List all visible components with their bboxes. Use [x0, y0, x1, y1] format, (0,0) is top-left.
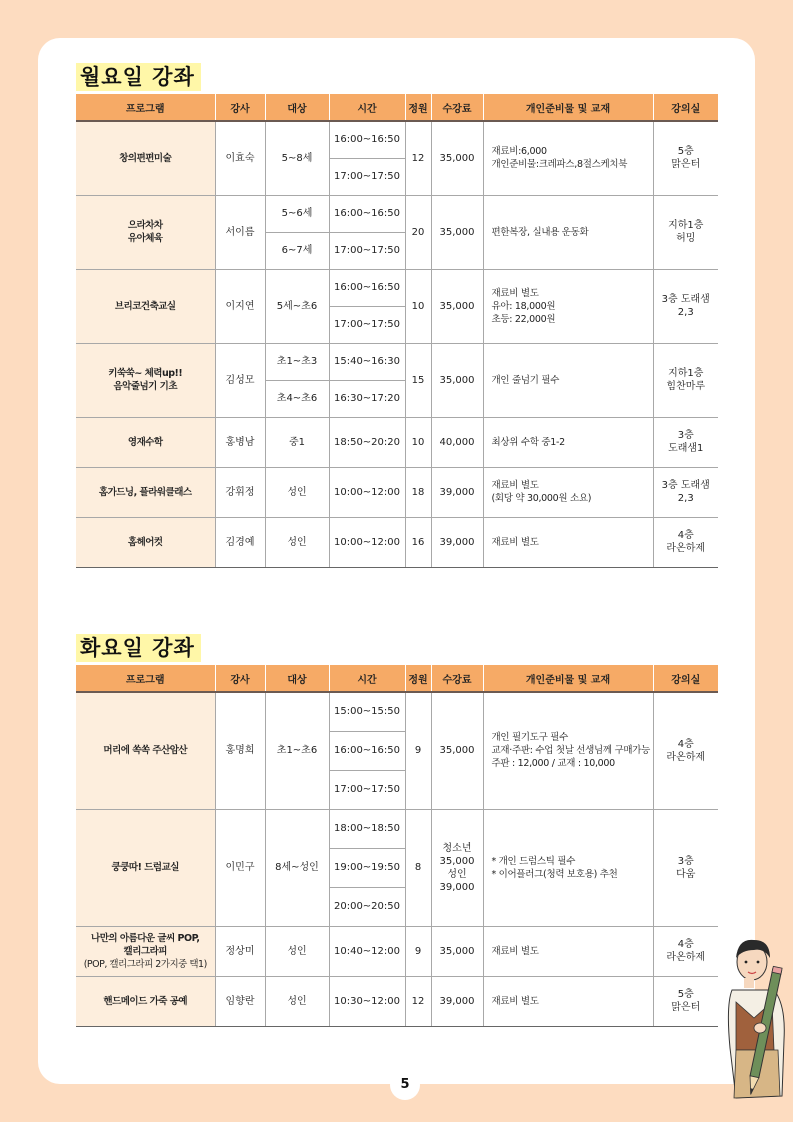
capacity-cell [405, 692, 431, 809]
time-cell [329, 731, 405, 770]
room-line: 4층 [677, 738, 694, 750]
materials-line: (회당 약 30,000원 소요) [491, 493, 592, 504]
time-text: 20:00~20:50 [333, 901, 400, 912]
room-line: 라온하제 [666, 543, 706, 554]
teacher-with-pencil-illustration [714, 930, 793, 1105]
materials-cell [483, 417, 653, 467]
materials-line: 주판 : 12,000 / 교재 : 10,000 [491, 758, 615, 770]
target-cell [265, 417, 329, 467]
time-cell [329, 343, 405, 380]
target-text: 8세~성인 [275, 862, 319, 873]
target-cell [265, 343, 329, 380]
table-row [76, 269, 718, 306]
program-name-line: 창의편편미술 [119, 152, 172, 164]
target-cell [265, 232, 329, 269]
time-cell [329, 232, 405, 269]
capacity-text: 18 [411, 486, 425, 498]
capacity-cell [405, 417, 431, 467]
table-row [76, 926, 718, 976]
room-line: 다움 [676, 868, 696, 880]
materials-cell [483, 195, 653, 269]
teacher-name: 서이름 [225, 226, 255, 238]
column-header: 수강료 [431, 94, 483, 121]
page-number: 5 [390, 1070, 420, 1100]
materials-cell [483, 121, 653, 195]
time-text: 18:50~20:20 [333, 436, 400, 448]
column-header: 강사 [215, 94, 265, 121]
program-name-cell [76, 343, 215, 417]
materials-line: 재료비 별도 [491, 480, 539, 491]
room-line: 3층 [677, 430, 694, 441]
room-cell [653, 467, 718, 517]
time-text: 18:00~18:50 [333, 823, 400, 834]
teacher-name: 이지연 [225, 300, 255, 312]
room-line: 지하1층 [668, 368, 704, 379]
room-cell [653, 343, 718, 417]
teacher-name: 이민구 [225, 862, 255, 873]
materials-line: 개인준비물:크레파스,8절스케치북 [491, 159, 628, 171]
capacity-cell [405, 121, 431, 195]
program-name-line: 으라차차 [127, 220, 163, 231]
target-text: 성인 [287, 486, 307, 498]
room-line: 3층 [677, 855, 694, 867]
teacher-cell [215, 976, 265, 1026]
column-header: 대상 [265, 665, 329, 692]
target-cell [265, 269, 329, 343]
column-header: 정원 [405, 665, 431, 692]
table-row [76, 517, 718, 567]
time-cell [329, 887, 405, 926]
time-cell [329, 467, 405, 517]
time-text: 19:00~19:50 [333, 862, 400, 873]
fee-line: 39,000 [439, 995, 475, 1007]
target-text: 5~6세 [281, 208, 313, 219]
target-cell [265, 467, 329, 517]
program-name-cell [76, 269, 215, 343]
column-header: 강의실 [653, 665, 718, 692]
fee-cell [431, 517, 483, 567]
materials-cell [483, 343, 653, 417]
materials-cell [483, 269, 653, 343]
capacity-text: 20 [411, 226, 425, 238]
program-name-cell [76, 692, 215, 809]
room-line: 3층 도래샘 [661, 294, 710, 305]
column-header: 시간 [329, 94, 405, 121]
fee-line: 40,000 [439, 436, 475, 448]
fee-cell [431, 121, 483, 195]
room-line: 맑은터 [671, 159, 701, 171]
teacher-cell [215, 467, 265, 517]
room-line: 4층 [677, 939, 694, 950]
column-header: 개인준비물 및 교재 [483, 665, 653, 692]
room-line: 라온하제 [666, 751, 706, 763]
program-name-line: 브리코건축교실 [114, 300, 176, 312]
target-text: 중1 [288, 436, 306, 448]
teacher-name: 홍명희 [225, 745, 255, 757]
time-text: 10:00~12:00 [333, 536, 400, 548]
time-cell [329, 195, 405, 232]
fee-line: 35,000 [439, 152, 475, 164]
fee-line: 35,000 [439, 374, 475, 386]
capacity-cell [405, 976, 431, 1026]
program-name-cell [76, 467, 215, 517]
teacher-cell [215, 517, 265, 567]
fee-cell [431, 809, 483, 926]
materials-line: * 개인 드럼스틱 필수 [491, 855, 576, 867]
materials-line: 재료비 별도 [491, 287, 539, 299]
program-name-cell [76, 417, 215, 467]
capacity-cell [405, 269, 431, 343]
teacher-cell [215, 121, 265, 195]
fee-cell [431, 467, 483, 517]
time-cell [329, 121, 405, 158]
time-cell [329, 976, 405, 1026]
time-text: 10:30~12:00 [333, 995, 400, 1007]
time-cell [329, 517, 405, 567]
materials-line: 개인 필기도구 필수 [491, 732, 568, 744]
target-cell [265, 517, 329, 567]
materials-line: 초등: 22,000원 [491, 313, 556, 325]
room-line: 4층 [677, 530, 694, 541]
teacher-cell [215, 809, 265, 926]
teacher-name: 김경예 [225, 536, 255, 548]
table-row [76, 417, 718, 467]
materials-line: 재료비 별도 [491, 536, 539, 548]
room-line: 도래샘1 [668, 443, 704, 454]
time-cell [329, 692, 405, 731]
program-name-cell [76, 976, 215, 1026]
teacher-name: 임향란 [225, 995, 255, 1007]
teacher-name: 홍병남 [225, 436, 255, 448]
room-line: 5층 [677, 989, 694, 1000]
teacher-cell [215, 195, 265, 269]
room-line: 3층 도래샘 [661, 480, 710, 491]
capacity-cell [405, 195, 431, 269]
capacity-text: 8 [414, 862, 422, 873]
fee-line: 35,000 [439, 945, 475, 957]
table-row [76, 467, 718, 517]
room-line: 지하1층 [668, 220, 704, 231]
room-cell [653, 417, 718, 467]
column-header: 강사 [215, 665, 265, 692]
target-cell [265, 121, 329, 195]
time-text: 15:40~16:30 [333, 356, 400, 367]
fee-cell [431, 343, 483, 417]
capacity-text: 16 [411, 536, 425, 548]
target-cell [265, 195, 329, 232]
program-name-cell [76, 121, 215, 195]
time-text: 16:30~17:20 [333, 393, 400, 404]
room-cell [653, 692, 718, 809]
fee-cell [431, 417, 483, 467]
time-cell [329, 809, 405, 848]
time-text: 10:40~12:00 [333, 945, 400, 957]
room-cell [653, 809, 718, 926]
program-note: (POP, 캘리그라피 2가지중 택1) [83, 958, 207, 970]
teacher-cell [215, 417, 265, 467]
fee-line: 청소년 [442, 842, 472, 854]
column-header: 대상 [265, 94, 329, 121]
room-cell [653, 517, 718, 567]
materials-line: * 이어플러그(청력 보호용) 추천 [491, 868, 618, 880]
monday-section-title: 월요일 강좌 [76, 63, 201, 91]
table-row [76, 976, 718, 1026]
time-cell [329, 926, 405, 976]
capacity-cell [405, 343, 431, 417]
target-text: 성인 [287, 945, 307, 957]
target-text: 성인 [287, 536, 307, 548]
materials-line: 최상위 수학 중1-2 [491, 436, 565, 448]
program-name-line: 유아체육 [127, 233, 163, 244]
fee-line: 39,000 [439, 881, 475, 893]
materials-cell [483, 976, 653, 1026]
materials-line: 재료비:6,000 [491, 146, 547, 158]
program-name-line: 나만의 아름다운 글씨 POP, [91, 932, 200, 944]
table-row [76, 121, 718, 158]
program-name-line: 키쑥쑥~ 체력up!! [108, 368, 183, 379]
teacher-name: 이효숙 [225, 152, 255, 164]
time-text: 16:00~16:50 [333, 208, 400, 219]
target-text: 성인 [287, 995, 307, 1007]
materials-cell [483, 467, 653, 517]
capacity-cell [405, 467, 431, 517]
target-text: 6~7세 [281, 245, 313, 256]
program-name-line: 쿵쿵따! 드럼교실 [111, 862, 179, 873]
materials-line: 재료비 별도 [491, 995, 539, 1007]
time-cell [329, 848, 405, 887]
table-header-row [76, 94, 718, 121]
materials-line: 개인 줄넘기 필수 [491, 374, 560, 386]
teacher-name: 강휘정 [225, 486, 255, 498]
time-text: 16:00~16:50 [333, 745, 400, 756]
column-header: 프로그램 [76, 665, 215, 692]
capacity-text: 12 [411, 995, 425, 1007]
teacher-cell [215, 926, 265, 976]
fee-cell [431, 269, 483, 343]
program-name-cell [76, 926, 215, 976]
teacher-cell [215, 343, 265, 417]
program-name-line: 머리에 쏙쏙 주산암산 [103, 745, 188, 757]
time-cell [329, 306, 405, 343]
fee-cell [431, 195, 483, 269]
target-text: 초1~초3 [276, 356, 318, 367]
capacity-text: 15 [411, 374, 425, 386]
fee-line: 35,000 [439, 226, 475, 238]
tuesday-section-title: 화요일 강좌 [76, 634, 201, 662]
column-header: 개인준비물 및 교재 [483, 94, 653, 121]
room-cell [653, 121, 718, 195]
program-name-cell [76, 809, 215, 926]
table-row [76, 692, 718, 731]
time-text: 16:00~16:50 [333, 282, 400, 293]
room-cell [653, 195, 718, 269]
fee-line: 35,000 [439, 855, 475, 867]
room-line: 5층 [677, 146, 694, 158]
materials-line: 교재·주판: 수업 첫날 선생님께 구매가능 [491, 745, 651, 757]
time-cell [329, 770, 405, 809]
teacher-name: 김성모 [225, 374, 255, 386]
target-text: 초1~초6 [276, 745, 318, 757]
room-cell [653, 926, 718, 976]
target-text: 5세~초6 [276, 300, 318, 312]
capacity-text: 9 [414, 745, 422, 757]
program-name-line: 음악줄넘기 기초 [113, 381, 178, 392]
fee-line: 성인 [447, 868, 467, 880]
program-name-line: 홈헤어컷 [127, 536, 163, 548]
column-header: 강의실 [653, 94, 718, 121]
fee-cell [431, 692, 483, 809]
capacity-text: 9 [414, 945, 422, 957]
table-row [76, 343, 718, 380]
program-name-cell [76, 517, 215, 567]
fee-cell [431, 926, 483, 976]
target-cell [265, 926, 329, 976]
materials-line: 유아: 18,000원 [491, 300, 556, 312]
time-cell [329, 269, 405, 306]
time-text: 17:00~17:50 [333, 171, 400, 182]
teacher-name: 정상미 [225, 945, 255, 957]
table-row [76, 809, 718, 848]
column-header: 수강료 [431, 665, 483, 692]
materials-line: 재료비 별도 [491, 945, 539, 957]
room-cell [653, 976, 718, 1026]
room-line: 힘찬마루 [666, 381, 706, 392]
room-line: 2,3 [677, 307, 694, 318]
table-header-row [76, 665, 718, 692]
time-cell [329, 380, 405, 417]
room-line: 허밍 [676, 233, 696, 244]
program-name-line: 영재수학 [127, 436, 163, 448]
capacity-cell [405, 926, 431, 976]
fee-cell [431, 976, 483, 1026]
fee-line: 39,000 [439, 486, 475, 498]
program-name-line: 핸드메이드 가죽 공예 [103, 995, 188, 1007]
target-cell [265, 809, 329, 926]
fee-line: 35,000 [439, 745, 475, 757]
capacity-cell [405, 517, 431, 567]
materials-cell [483, 517, 653, 567]
capacity-text: 10 [411, 436, 425, 448]
monday-schedule-table [76, 94, 718, 568]
room-line: 2,3 [677, 493, 694, 504]
table-row [76, 195, 718, 232]
time-cell [329, 417, 405, 467]
fee-line: 35,000 [439, 300, 475, 312]
program-name-line: 캘리그라피 [123, 945, 167, 957]
column-header: 프로그램 [76, 94, 215, 121]
column-header: 시간 [329, 665, 405, 692]
time-text: 15:00~15:50 [333, 706, 400, 718]
room-cell [653, 269, 718, 343]
tuesday-schedule-table [76, 665, 718, 1027]
time-text: 16:00~16:50 [333, 134, 400, 146]
capacity-cell [405, 809, 431, 926]
materials-line: 편한복장, 실내용 운동화 [491, 226, 589, 238]
teacher-cell [215, 269, 265, 343]
materials-cell [483, 926, 653, 976]
capacity-text: 12 [411, 152, 425, 164]
target-cell [265, 976, 329, 1026]
time-text: 17:00~17:50 [333, 784, 400, 795]
capacity-text: 10 [411, 300, 425, 312]
target-text: 초4~초6 [276, 393, 318, 404]
program-name-line: 홈가드닝, 플라워클래스 [98, 486, 192, 498]
program-name-cell [76, 195, 215, 269]
column-header: 정원 [405, 94, 431, 121]
target-cell [265, 380, 329, 417]
fee-line: 39,000 [439, 536, 475, 548]
time-text: 10:00~12:00 [333, 486, 400, 498]
time-text: 17:00~17:50 [333, 319, 400, 330]
room-line: 라온하제 [666, 952, 706, 963]
target-cell [265, 692, 329, 809]
teacher-cell [215, 692, 265, 809]
room-line: 맑은터 [671, 1002, 701, 1013]
target-text: 5~8세 [281, 152, 313, 164]
materials-cell [483, 809, 653, 926]
time-cell [329, 158, 405, 195]
materials-cell [483, 692, 653, 809]
time-text: 17:00~17:50 [333, 245, 400, 256]
